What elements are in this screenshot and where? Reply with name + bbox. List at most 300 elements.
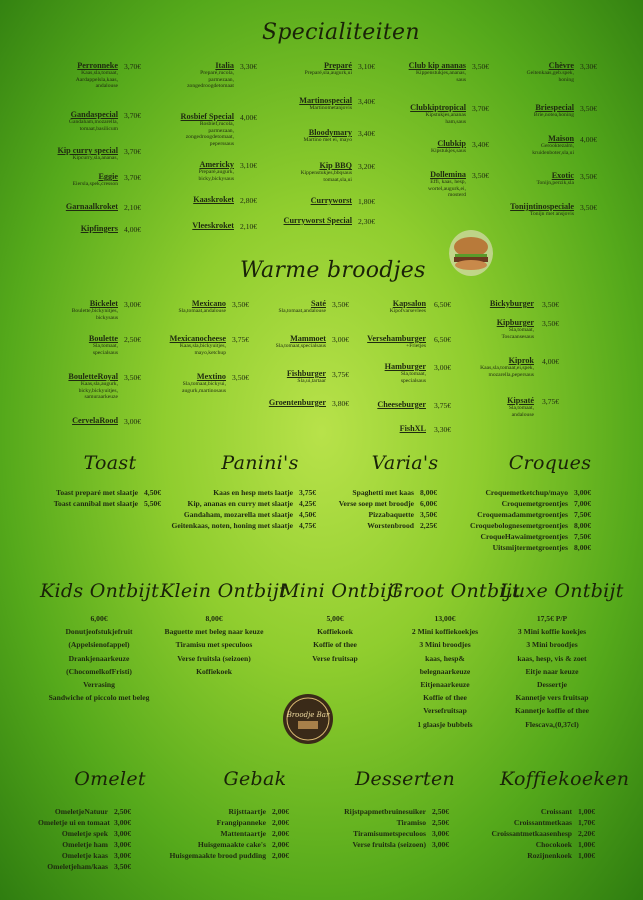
- spec-item-price: 3,20€: [358, 162, 376, 171]
- warm-item-desc: Sla,tomaat,bickyui, augurk,martinosaus: [182, 381, 226, 394]
- warm-item-price: 3,00€: [124, 417, 142, 426]
- spec-item-desc: Kipstukjes,saus: [431, 148, 466, 155]
- desserten-list: [330, 806, 449, 850]
- spec-item-name: Vleeskroket: [192, 221, 234, 230]
- spec-item: [242, 128, 352, 144]
- spec-item-price: 3,30€: [580, 62, 598, 71]
- spec-item-name: Martinospecial: [299, 96, 352, 105]
- omelet-name: Omeletje ham: [62, 840, 108, 849]
- omelet-price: 3,00€: [114, 818, 132, 827]
- paninis-name: Gandaham, mozarella met slaatje: [183, 510, 293, 519]
- spec-item-price: 3,40€: [358, 97, 376, 106]
- warm-item-name: Bickyburger: [489, 299, 534, 308]
- koffiekoeken-row: [478, 850, 595, 861]
- spec-item-price: 3,70€: [124, 111, 142, 120]
- groot-item: kaas, hesp&: [425, 653, 465, 663]
- spec-item-desc: Effi, kaas, hesp, wortel,augurk,ei, mosterd: [427, 179, 466, 199]
- spec-item-name: Briespecial: [535, 103, 574, 112]
- desserten-row: [330, 839, 449, 850]
- warm-item-name: Versehamburger: [367, 334, 426, 343]
- klein-item: Verse fruitsla (seizoen): [177, 653, 251, 663]
- koffiekoeken-row: [478, 839, 595, 850]
- gebak-row: [160, 806, 289, 817]
- spec-item-price: 4,00€: [240, 113, 258, 122]
- warm-item: [116, 299, 226, 315]
- warm-item: [424, 356, 534, 378]
- kids-price: 6,00€: [90, 614, 108, 623]
- omelet-price: 3,00€: [114, 851, 132, 860]
- spec-item: [8, 61, 118, 90]
- spec-item: [356, 139, 466, 155]
- heading-omelet: Omelet: [74, 768, 146, 790]
- desserten-name: Rijstpapmetbruinesuiker: [344, 807, 426, 816]
- luxe-item: Dessertje: [537, 680, 567, 690]
- omelet-name: Omeletjeham/kaas: [47, 862, 108, 871]
- omelet-price: 3,50€: [114, 862, 132, 871]
- koffiekoeken-name: Croissantmetkaas: [513, 818, 572, 827]
- warm-item: [8, 416, 118, 425]
- paninis-row: [153, 520, 316, 531]
- warm-item-price: 3,30€: [434, 425, 452, 434]
- warm-item-name: Kiprok: [508, 356, 534, 365]
- burger-image: [448, 229, 494, 277]
- mini-price: 5,00€: [326, 614, 344, 623]
- gebak-name: Huisgemaakte brood pudding: [169, 851, 266, 860]
- luxe-item: 3 Mini broodjes: [526, 640, 578, 650]
- warm-item-name: Kapsalon: [392, 299, 426, 308]
- groot-item: 2 Mini koffiekoekjes: [411, 627, 479, 637]
- heading-groot-ontbijt: Groot Ontbijt: [388, 580, 520, 602]
- kids-item: Sandwiche of piccolo met beleg: [48, 693, 150, 703]
- spec-item-name: Perronneke: [77, 61, 118, 70]
- croques-price: 8,00€: [574, 543, 592, 552]
- spec-item: [464, 171, 574, 187]
- desserten-row: [330, 806, 449, 817]
- spec-item: [124, 61, 234, 90]
- warm-item-price: 3,00€: [124, 300, 142, 309]
- omelet-name: Omeletje ui en tomaat: [38, 818, 110, 827]
- varias-row: [328, 509, 437, 520]
- spec-item-price: 3,50€: [580, 104, 598, 113]
- warm-item-desc: Sla,tomaat,specialsaus: [275, 343, 326, 350]
- koffiekoeken-row: [478, 828, 595, 839]
- warm-item-desc: Kipofvarsevlees: [389, 308, 426, 315]
- omelet-name: Omeletje kaas: [61, 851, 108, 860]
- varias-price: 2,25€: [420, 521, 438, 530]
- spec-item-price: 1,80€: [358, 197, 376, 206]
- luxe-item: 3 Mini koffie koekjes: [517, 627, 587, 637]
- warm-item-price: 3,50€: [232, 300, 250, 309]
- paninis-list: [153, 487, 316, 531]
- kids-item: Donutjeofstukjefruit: [65, 627, 133, 637]
- spec-item: [356, 170, 466, 199]
- mini-ontbijt-list: [290, 612, 380, 665]
- mini-item: Verse fruitsap: [312, 653, 358, 663]
- warm-item: [116, 372, 226, 394]
- croques-price: 7,50€: [574, 510, 592, 519]
- spec-item-name: Kip BBQ: [319, 161, 352, 170]
- spec-item-price: 3,70€: [124, 147, 142, 156]
- omelet-price: 2,50€: [114, 807, 132, 816]
- spec-item-name: Preparé: [323, 61, 352, 70]
- paninis-row: [153, 498, 316, 509]
- groot-price: 13,00€: [434, 614, 456, 623]
- warm-item: [424, 318, 534, 340]
- omelet-name: Omeletje spek: [61, 829, 108, 838]
- spec-item-desc: Kipstukjes,ananas ham,saus: [425, 112, 466, 125]
- varias-name: Spaghetti met kaas: [352, 488, 414, 497]
- spec-item: [124, 221, 234, 230]
- luxe-ontbijt-list: [500, 612, 604, 731]
- omelet-row: [38, 817, 131, 828]
- warm-item-desc: Sla,tomaat,andalouse: [178, 308, 226, 315]
- groot-ontbijt-list: [395, 612, 495, 731]
- paninis-row: [153, 487, 316, 498]
- warm-item-desc: Sla,tomaat,andalouse: [278, 308, 326, 315]
- gebak-list: [160, 806, 289, 861]
- heading-koffiekoeken: Koffiekoeken: [500, 768, 630, 790]
- varias-price: 8,00€: [420, 488, 438, 497]
- varias-row: [328, 498, 437, 509]
- gebak-name: Rijsttaartje: [228, 807, 266, 816]
- logo-text: Broodje Bar: [286, 711, 330, 719]
- spec-item: [464, 103, 574, 119]
- spec-item-desc: Kaas,sla,tomaat, Aardappelsla,kaas, andalouse: [75, 70, 118, 90]
- spec-item-name: Maison: [548, 134, 574, 143]
- klein-price: 8,00€: [205, 614, 223, 623]
- koffiekoeken-row: [478, 817, 595, 828]
- warm-item: [316, 362, 426, 384]
- warm-item-price: 3,00€: [434, 363, 452, 372]
- desserten-row: [330, 817, 449, 828]
- spec-item: [242, 96, 352, 112]
- warm-item-name: Kipburger: [496, 318, 534, 327]
- spec-item-desc: Gandaham,mozarella, tomaat,basilicum: [68, 119, 118, 132]
- warm-item-price: 3,75€: [542, 397, 560, 406]
- warm-item-price: 3,75€: [434, 401, 452, 410]
- luxe-item: Kannetje koffie of thee: [514, 706, 590, 716]
- heading-varias: Varia's: [371, 452, 439, 474]
- croques-name: Croquemadammetgroentjes: [477, 510, 568, 519]
- warm-item-price: 3,50€: [542, 300, 560, 309]
- croques-row: [460, 487, 591, 498]
- spec-item: [124, 160, 234, 182]
- croques-name: Croquemetketchup/mayo: [485, 488, 568, 497]
- paninis-name: Kip, ananas en curry met slaatje: [187, 499, 293, 508]
- spec-item-price: 2,10€: [240, 222, 258, 231]
- warm-item-name: Groentenburger: [268, 398, 326, 407]
- warm-item-desc: Kaas,sla,tomaat,ei,spek, mozarella,pepersaus: [480, 365, 534, 378]
- warm-item-desc: Sla,tomaat, specialsaus: [400, 371, 426, 384]
- spec-item: [464, 134, 574, 156]
- croques-price: 7,00€: [574, 499, 592, 508]
- gebak-name: Frangipanneke: [216, 818, 266, 827]
- omelet-price: 3,00€: [114, 829, 132, 838]
- spec-item: [8, 172, 118, 188]
- groot-item: Eitjenaarkeuze: [420, 680, 470, 690]
- warm-item: [316, 400, 426, 409]
- warm-item-name: Hamburger: [384, 362, 426, 371]
- toast-price: 5,50€: [144, 499, 162, 508]
- heading-paninis: Panini's: [221, 452, 299, 474]
- croques-name: Croquemetgroentjes: [501, 499, 568, 508]
- spec-item-desc: Martinometanjovis: [309, 105, 352, 112]
- spec-item: [242, 196, 352, 205]
- paninis-price: 3,75€: [299, 488, 317, 497]
- warm-item-name: Fishburger: [286, 369, 326, 378]
- warm-item-desc: Boulette,bickynitjes, bickysaus: [71, 308, 118, 321]
- spec-item: [8, 202, 118, 211]
- heading-croques: Croques: [508, 452, 592, 474]
- desserten-name: Tiramisumetspeculoos: [353, 829, 426, 838]
- warm-item-price: 3,00€: [332, 335, 350, 344]
- koffiekoeken-price: 1,70€: [578, 818, 596, 827]
- warm-item-name: FishXL: [399, 424, 426, 433]
- heading-mini-ontbijt: Mini Ontbijt: [280, 580, 401, 602]
- croques-price: 7,50€: [574, 532, 592, 541]
- warm-item-price: 3,75€: [332, 370, 350, 379]
- omelet-row: [38, 806, 131, 817]
- warm-item-name: Mextino: [196, 372, 226, 381]
- heading-specialiteiten: Specialiteiten: [262, 20, 420, 45]
- gebak-price: 2,00€: [272, 807, 290, 816]
- desserten-price: 2,50€: [432, 818, 450, 827]
- kids-item: Verrasing: [83, 680, 115, 690]
- warm-item-price: 3,50€: [232, 373, 250, 382]
- spec-item-price: 3,30€: [240, 62, 258, 71]
- spec-item-name: Dollemina: [430, 170, 466, 179]
- gebak-row: [160, 828, 289, 839]
- warm-item-price: 3,80€: [332, 399, 350, 408]
- luxe-item: Kannetje vers fruitsap: [515, 693, 589, 703]
- warm-item-name: Mexicano: [191, 299, 226, 308]
- spec-item-desc: Eiersla,spek,cresson: [72, 181, 118, 188]
- groot-item: 3 Mini broodjes: [419, 640, 471, 650]
- desserten-name: Verse fruitsla (seizoen): [352, 840, 426, 849]
- warm-item-name: Cheeseburger: [377, 400, 426, 409]
- luxe-item: Flescava,(0,37cl): [525, 719, 579, 729]
- warm-item: [216, 299, 326, 315]
- warm-item-price: 3,75€: [232, 335, 250, 344]
- paninis-row: [153, 509, 316, 520]
- spec-item-name: Kip curry special: [57, 146, 118, 155]
- koffiekoeken-price: 1,00€: [578, 851, 596, 860]
- varias-row: [328, 487, 437, 498]
- spec-item: [356, 103, 466, 125]
- spec-item-name: Club kip ananas: [408, 61, 466, 70]
- croques-row: [460, 498, 591, 509]
- gebak-row: [160, 817, 289, 828]
- mini-item: Koffiekoek: [317, 627, 353, 637]
- heading-gebak: Gebak: [223, 768, 287, 790]
- omelet-name: OmeletjeNatuur: [54, 807, 108, 816]
- spec-item-price: 3,50€: [472, 171, 490, 180]
- croques-name: Uitsmijtermetgroentjes: [492, 543, 568, 552]
- spec-item-price: 2,80€: [240, 196, 258, 205]
- spec-item-price: 3,50€: [580, 172, 598, 181]
- toast-name: Toast preparé met slaatje: [55, 488, 138, 497]
- omelet-row: [38, 850, 131, 861]
- klein-item: Tiramisu met speculoos: [175, 640, 253, 650]
- warm-item-price: 3,50€: [124, 373, 142, 382]
- spec-item-name: Bloodymary: [308, 128, 352, 137]
- varias-list: [328, 487, 437, 531]
- heading-desserten: Desserten: [354, 768, 456, 790]
- varias-row: [328, 520, 437, 531]
- spec-item: [464, 61, 574, 83]
- croques-name: Croquebolognesemetgroentjes: [469, 521, 568, 530]
- spec-item-desc: Tonijn,perzik,sla: [536, 180, 574, 187]
- logo-image: [282, 693, 334, 745]
- warm-item: [8, 334, 118, 356]
- gebak-name: Mattentaartje: [220, 829, 266, 838]
- warm-item-desc: Kaas,sla,augurk, bicky,bickyuitjes, samuraarkeuze: [78, 381, 118, 401]
- groot-item: belegnaarkeuze: [419, 666, 471, 676]
- gebak-row: [160, 850, 289, 861]
- gebak-price: 2,00€: [272, 818, 290, 827]
- heading-klein-ontbijt: Klein Ontbijt: [160, 580, 287, 602]
- warm-item-price: 3,50€: [542, 319, 560, 328]
- spec-item-name: Garnaalkroket: [65, 202, 118, 211]
- varias-name: Pizzabaquette: [368, 510, 414, 519]
- warm-item: [316, 424, 426, 433]
- spec-item: [242, 61, 352, 77]
- koffiekoeken-price: 1,00€: [578, 840, 596, 849]
- toast-name: Toast cannibal met slaatje: [53, 499, 138, 508]
- warm-item-price: 6,50€: [434, 300, 452, 309]
- spec-item-name: Rosbief Special: [180, 112, 234, 121]
- warm-item-desc: Sla,tomaat, specialsaus: [92, 343, 118, 356]
- klein-item: Koffiekoek: [196, 666, 232, 676]
- koffiekoeken-name: Chocokoek: [535, 840, 572, 849]
- spec-item-name: Exotic: [551, 171, 574, 180]
- croques-row: [460, 542, 591, 553]
- spec-item-price: 4,00€: [580, 135, 598, 144]
- gebak-name: Huisgemaakte cake's: [197, 840, 266, 849]
- toast-row: [40, 498, 161, 509]
- paninis-price: 4,75€: [299, 521, 317, 530]
- spec-item: [8, 110, 118, 132]
- koffiekoeken-name: Croissant: [540, 807, 572, 816]
- gebak-price: 2,00€: [272, 829, 290, 838]
- warm-item: [424, 396, 534, 418]
- warm-item-name: Mexicanocheese: [169, 334, 226, 343]
- koffiekoeken-name: Croissantmetkaasenhesp: [491, 829, 572, 838]
- koffiekoeken-price: 2,20€: [578, 829, 596, 838]
- croques-row: [460, 520, 591, 531]
- spec-item-desc: Kipcurry,sla,ananas,: [72, 155, 118, 162]
- spec-item-price: 3,10€: [240, 161, 258, 170]
- heading-kids-ontbijt: Kids Ontbijt: [40, 580, 160, 602]
- kids-item: (ChocomelkofFristi): [66, 666, 132, 676]
- spec-item-name: Gandaspecial: [70, 110, 118, 119]
- luxe-price: 17,5€ P/P: [536, 614, 568, 623]
- heading-warme-broodjes: Warme broodjes: [240, 258, 426, 283]
- croques-price: 3,00€: [574, 488, 592, 497]
- warm-item: [8, 299, 118, 321]
- warm-item-name: Kipsaté: [507, 396, 534, 405]
- mini-item: Koffie of thee: [313, 640, 357, 650]
- heading-toast: Toast: [83, 452, 137, 474]
- spec-item-name: Americky: [199, 160, 234, 169]
- spec-item-desc: Preparé,augurk, bicky,bickysaus: [198, 169, 234, 182]
- spec-item-price: 2,10€: [124, 203, 142, 212]
- warm-item-desc: Kaas,sla,bickyuitjes, mayo,ketchup: [179, 343, 226, 356]
- spec-item-name: Tonijntinospeciale: [510, 202, 574, 211]
- warm-item-name: Mammoet: [290, 334, 326, 343]
- spec-item-price: 3,70€: [124, 173, 142, 182]
- paninis-name: Geitenkaas, noten, honing met slaatje: [171, 521, 293, 530]
- spec-item: [8, 224, 118, 233]
- koffiekoeken-row: [478, 806, 595, 817]
- gebak-price: 2,00€: [272, 840, 290, 849]
- spec-item-name: Curryworst: [310, 196, 352, 205]
- spec-item-desc: Geitenkaas,geb.spek, honing: [526, 70, 574, 83]
- spec-item-price: 3,50€: [472, 62, 490, 71]
- warm-item-desc: Sla,ui,tartaar: [297, 378, 326, 385]
- croques-name: CroqueHawaimetgroentjes: [480, 532, 568, 541]
- kids-item: (Appelsienofappel): [68, 640, 130, 650]
- klein-item: Baguette met beleg naar keuze: [164, 627, 264, 637]
- warm-item-name: CervelaRood: [72, 416, 118, 425]
- spec-item-name: Curryworst Special: [283, 216, 352, 225]
- spec-item-name: Kipfingers: [80, 224, 118, 233]
- luxe-item: kaas, hesp, vis & zoet: [517, 653, 587, 663]
- croques-row: [460, 509, 591, 520]
- klein-ontbijt-list: [155, 612, 273, 678]
- croques-row: [460, 531, 591, 542]
- toast-price: 4,50€: [144, 488, 162, 497]
- desserten-price: 2,50€: [432, 807, 450, 816]
- spec-item-desc: Tonijn met ansjovis: [529, 211, 574, 218]
- gebak-row: [160, 839, 289, 850]
- varias-name: Verse soep met broodje: [338, 499, 414, 508]
- spec-item-name: Chèvre: [548, 61, 574, 70]
- spec-item-name: Kaaskroket: [193, 195, 234, 204]
- kids-ontbijt-list: [38, 612, 160, 704]
- desserten-price: 3,00€: [432, 829, 450, 838]
- paninis-price: 4,50€: [299, 510, 317, 519]
- warm-item-name: Boulette: [88, 334, 118, 343]
- warm-item-name: Bickelet: [89, 299, 118, 308]
- warm-item: [216, 398, 326, 407]
- spec-item: [242, 161, 352, 183]
- croques-list: [460, 487, 591, 553]
- spec-item-desc: Kippenstukjes,bbqsaus tomaat,sla,ui: [300, 170, 352, 183]
- varias-price: 6,00€: [420, 499, 438, 508]
- gebak-price: 2,00€: [272, 851, 290, 860]
- spec-item: [8, 146, 118, 162]
- spec-item: [124, 112, 234, 148]
- spec-item-desc: Brie,notea,honing: [533, 112, 574, 119]
- groot-item: Koffie of thee: [423, 693, 467, 703]
- spec-item-desc: Preparé,rucola, parmezaan, zongedroogdetomaat: [187, 70, 234, 90]
- spec-item: [464, 202, 574, 218]
- spec-item-desc: Kippenstukjes,ananas, saus: [415, 70, 466, 83]
- heading-luxe-ontbijt: Luxe Ontbijt: [500, 580, 624, 602]
- groot-item: 1 glaasje bubbels: [417, 719, 473, 729]
- spec-item-price: 3,40€: [358, 129, 376, 138]
- koffiekoeken-name: Rozijnenkoek: [527, 851, 572, 860]
- warm-item: [116, 334, 226, 356]
- desserten-price: 3,00€: [432, 840, 450, 849]
- paninis-price: 4,25€: [299, 499, 317, 508]
- desserten-name: Tiramiso: [396, 818, 426, 827]
- warm-item: [316, 334, 426, 350]
- spec-item-price: 3,70€: [472, 104, 490, 113]
- spec-item-name: Clubkip: [437, 139, 466, 148]
- toast-row: [40, 487, 161, 498]
